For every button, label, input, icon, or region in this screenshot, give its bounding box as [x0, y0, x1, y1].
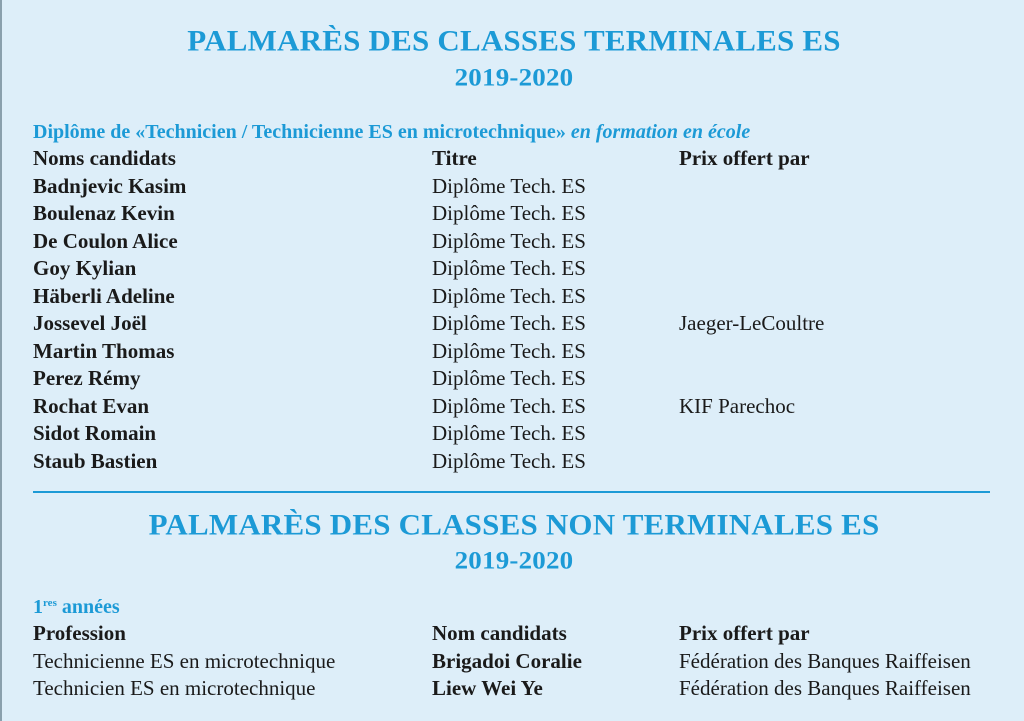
non-terminal-year: 2019-2020 [454, 545, 574, 575]
section-divider [33, 491, 990, 493]
terminal-title: PALMARÈS DES CLASSES TERMINALES ES [187, 23, 841, 58]
table-row [33, 255, 1013, 283]
non-terminal-table-body [33, 648, 1013, 703]
table-row [33, 228, 1013, 256]
prize-sponsor: KIF Parechoc [679, 393, 796, 418]
non-terminal-table-header [33, 620, 1013, 648]
candidate-name: Sidot Romain [33, 421, 157, 445]
diploma-title: Diplôme Tech. ES [432, 173, 586, 198]
diploma-title: Diplôme Tech. ES [432, 256, 586, 280]
candidate-name: Perez Rémy [33, 366, 141, 390]
table-row [33, 675, 1013, 703]
col-header-title: Titre [432, 146, 477, 170]
diploma-title: Diplôme Tech. ES [432, 201, 586, 225]
candidate-name: Rochat Evan [33, 393, 150, 418]
table-row [33, 310, 1013, 338]
table-row [33, 393, 1013, 421]
prize-sponsor: Fédération des Banques Raiffeisen [679, 676, 971, 700]
candidate-name: Martin Thomas [33, 338, 175, 363]
candidate-name: Brigadoi Coralie [432, 648, 582, 673]
col-header-prize: Prix offert par [679, 621, 810, 645]
terminal-table-header [33, 145, 1013, 173]
col-header-profession: Profession [33, 621, 126, 645]
candidate-name: Goy Kylian [33, 256, 137, 280]
profession: Technicienne ES en microtechnique [33, 648, 336, 673]
profession: Technicien ES en microtechnique [33, 676, 316, 700]
candidate-name: Boulenaz Kevin [33, 201, 175, 225]
col-header-prize: Prix offert par [679, 146, 810, 170]
terminal-table-body [33, 173, 1013, 476]
diploma-title: Diplôme Tech. ES [432, 448, 586, 473]
table-row [33, 420, 1013, 448]
table-row [33, 648, 1013, 676]
table-row [33, 448, 1013, 476]
diploma-title: Diplôme Tech. ES [432, 421, 586, 445]
candidate-name: Häberli Adeline [33, 283, 175, 308]
table-row [33, 200, 1013, 228]
table-row [33, 283, 1013, 311]
non-terminal-title: PALMARÈS DES CLASSES NON TERMINALES ES [148, 507, 880, 542]
candidate-name: Liew Wei Ye [432, 676, 543, 700]
diploma-title: Diplôme Tech. ES [432, 338, 586, 363]
diploma-title: Diplôme Tech. ES [432, 366, 586, 390]
diploma-title: Diplôme Tech. ES [432, 311, 586, 335]
terminal-diploma-heading [33, 121, 750, 143]
candidate-name: Jossevel Joël [33, 311, 147, 335]
diploma-title: Diplôme Tech. ES [432, 393, 586, 418]
diploma-heading-main: Diplôme de «Technicien / Technicienne ES en microtechnique» [33, 121, 566, 143]
table-row [33, 365, 1013, 393]
diploma-title: Diplôme Tech. ES [432, 283, 586, 308]
non-terminal-table [33, 620, 1013, 703]
prize-sponsor: Jaeger-LeCoultre [679, 311, 825, 335]
first-year-number: 1 [33, 596, 43, 618]
first-year-superscript: res [43, 597, 57, 609]
diploma-title: Diplôme Tech. ES [432, 228, 586, 253]
table-row [33, 338, 1013, 366]
terminal-year: 2019-2020 [454, 62, 574, 92]
first-year-label: années [56, 596, 120, 618]
table-row [33, 173, 1013, 201]
prize-sponsor: Fédération des Banques Raiffeisen [679, 648, 971, 673]
candidate-name: Staub Bastien [33, 448, 158, 473]
col-header-names: Noms candidats [33, 146, 176, 170]
diploma-heading-emphasis: en formation en école [570, 121, 751, 143]
candidate-name: De Coulon Alice [33, 228, 178, 253]
first-year-heading [33, 596, 120, 618]
col-header-candidate-name: Nom candidats [432, 621, 567, 645]
terminal-table [33, 145, 1013, 475]
candidate-name: Badnjevic Kasim [33, 173, 187, 198]
